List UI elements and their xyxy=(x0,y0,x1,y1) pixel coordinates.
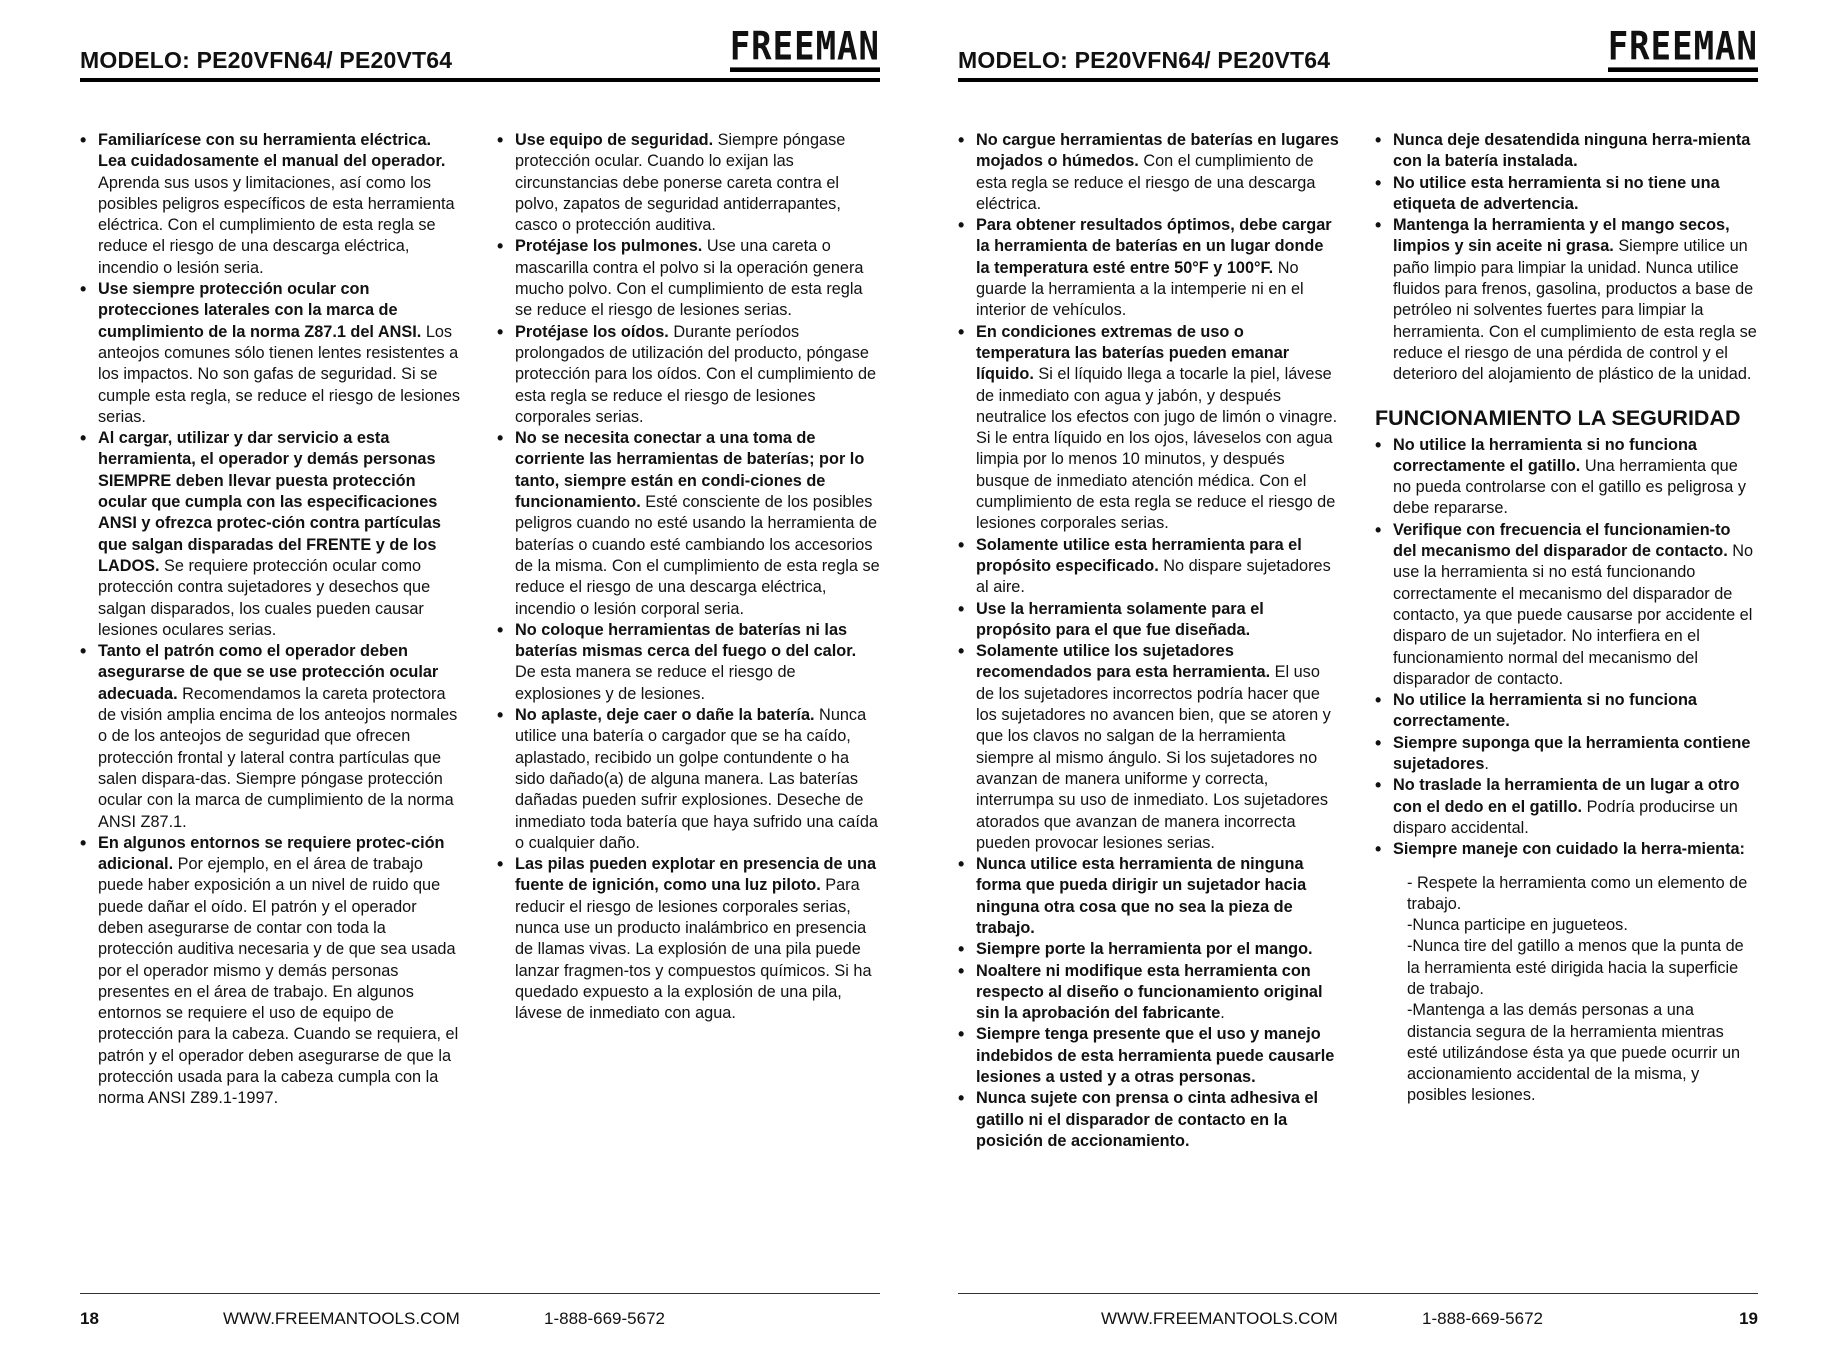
freeman-logo: FREEMAN xyxy=(730,27,880,72)
list-item xyxy=(80,130,463,279)
list-item xyxy=(958,215,1341,321)
item-body: Aprenda sus usos y limitaciones, así como los posibles peligros específicos de esta herramienta eléctrica. Con el cumplimiento de esta regla se reduce el riesgo de una descarga eléctrica, incendio o lesión seria. xyxy=(98,173,455,277)
list-item xyxy=(1375,775,1758,839)
item-heading: Siempre suponga que la herramienta contiene sujetadores xyxy=(1393,733,1751,774)
item-body: Esté consciente de los posibles peligros cuando no esté usando la herramienta de baterías o cuando esté cambiando los accesorios de la misma. Con el cumplimiento de esta regla se reduce el riesgo de una descarga eléctrica, incendio o lesión corporal seria. xyxy=(515,493,880,618)
item-heading: Familiarícese con su herramienta eléctrica. Lea cuidadosamente el manual del operador. xyxy=(98,131,446,171)
column-2 xyxy=(497,130,880,1110)
list-item xyxy=(497,130,880,236)
item-heading: No utilice la herramienta si no funciona correctamente el gatillo. xyxy=(1393,435,1697,475)
list-item xyxy=(1375,130,1758,173)
page-left xyxy=(80,0,880,1362)
item-heading: Noaltere ni modifique esta herramienta con respecto al diseño o funcionamiento original sin la aprobación del fabricante xyxy=(976,961,1323,1023)
item-heading: No se necesita conectar a una toma de corriente las herramientas de baterías; por lo tanto, siempre están en condi-ciones de funcionamiento. xyxy=(515,429,865,512)
safety-list xyxy=(1375,435,1758,861)
list-item xyxy=(958,322,1341,535)
content-columns xyxy=(958,130,1758,1152)
safety-list xyxy=(497,130,880,1024)
item-body: Siempre póngase protección ocular. Cuando lo exijan las circunstancias debe ponerse careta contra el polvo, zapatos de seguridad antiderrapantes, casco o protección auditiva. xyxy=(515,131,846,235)
item-heading: Use siempre protección ocular con protecciones laterales con la marca de cumplimiento de la norma Z87.1 del ANSI. xyxy=(98,280,422,341)
item-heading: Nunca deje desatendida ninguna herra-mienta con la batería instalada. xyxy=(1393,131,1751,171)
item-heading: No coloque herramientas de baterías ni las baterías mismas cerca del fuego o del calor. xyxy=(515,620,857,661)
item-heading: Use equipo de seguridad. xyxy=(515,131,714,149)
item-heading: Solamente utilice esta herramienta para el propósito especificado. xyxy=(976,535,1302,575)
phone-number: 1-888-669-5672 xyxy=(1422,1309,1543,1328)
list-item xyxy=(497,705,880,854)
list-item xyxy=(958,1088,1341,1152)
item-heading: Verifique con frecuencia el funcionamien-to del mecanismo del disparador de contacto. xyxy=(1393,520,1731,561)
item-heading: Solamente utilice los sujetadores recomendados para esta herramienta. xyxy=(976,642,1271,682)
list-item xyxy=(1375,215,1758,385)
item-heading: En condiciones extremas de uso o temperatura las baterías pueden emanar líquido. xyxy=(976,322,1290,384)
list-item xyxy=(1375,690,1758,733)
item-body: Una herramienta que no pueda controlarse con el gatillo es peligrosa y debe repararse. xyxy=(1393,456,1746,518)
safety-list xyxy=(958,130,1341,1152)
list-item xyxy=(1375,839,1758,860)
list-item xyxy=(80,641,463,833)
item-heading: No aplaste, deje caer o dañe la batería. xyxy=(515,706,815,725)
page-header xyxy=(80,23,880,82)
page-header xyxy=(958,23,1758,82)
phone-number: 1-888-669-5672 xyxy=(544,1309,665,1328)
list-item xyxy=(497,620,880,705)
item-body: No dispare sujetadores al aire. xyxy=(976,556,1331,597)
website-url: WWW.FREEMANTOOLS.COM xyxy=(1101,1309,1338,1328)
item-heading: No utilice la herramienta si no funciona correctamente. xyxy=(1393,691,1697,731)
list-item xyxy=(958,961,1341,1025)
list-item xyxy=(958,535,1341,599)
list-item xyxy=(1375,733,1758,776)
section-heading: FUNCIONAMIENTO LA SEGURIDAD xyxy=(1375,405,1741,430)
list-item xyxy=(1375,173,1758,216)
list-item xyxy=(80,833,463,1110)
list-item xyxy=(497,322,880,428)
item-body: Con el cumplimiento de esta regla se reduce el riesgo de una descarga eléctrica. xyxy=(976,152,1316,213)
freeman-logo: FREEMAN xyxy=(1608,27,1758,72)
item-body: Use una careta o mascarilla contra el polvo si la operación genera mucho polvo. Con el cumplimiento de esta regla se reduce el riesgo de lesiones serias. xyxy=(515,237,864,320)
column-4 xyxy=(1375,130,1758,1152)
item-heading: Nunca sujete con prensa o cinta adhesiva el gatillo ni el disparador de contacto en la posición de accionamiento. xyxy=(976,1089,1319,1150)
item-body: Nunca utilice una batería o cargador que se ha caído, aplastado, recibido un golpe contundente o ha sido dañado(a) de alguna manera. Las baterías dañadas pueden sufrir explosiones. Deseche de inmediato toda batería que haya sufrido una caída o cualquier daño. xyxy=(515,706,878,852)
item-body: Siempre utilice un paño limpio para limpiar la unidad. Nunca utilice fluidos para frenos, gasolina, productos a base de petróleo ni solventes fuertes para limpiar la herramienta. Con el cumplimiento de esta regla se reduce el riesgo de una pérdida de control y el deterioro del alojamiento de plástico de la unidad. xyxy=(1393,237,1757,384)
item-heading: No traslade la herramienta de un lugar a otro con el dedo en el gatillo. xyxy=(1393,776,1740,816)
item-body: Los anteojos comunes sólo tienen lentes resistentes a los impactos. No son gafas de seguridad. Si se cumple esta regla, se reduce el riesgo de lesiones serias. xyxy=(98,322,461,426)
model-title: MODELO: PE20VFN64/ PE20VT64 xyxy=(80,47,453,73)
item-body: . xyxy=(1484,755,1489,774)
safety-list xyxy=(1375,130,1758,386)
list-item xyxy=(1375,435,1758,520)
item-heading: Para obtener resultados óptimos, debe cargar la herramienta de baterías en un lugar donde la temperatura esté entre 50°F y 100°F. xyxy=(976,216,1332,277)
list-item xyxy=(958,1024,1341,1088)
item-heading: Al cargar, utilizar y dar servicio a esta herramienta, el operador y demás personas SIEMPRE deben llevar puesta protección ocular que cumpla con las especificaciones ANSI y ofrezca protec-ción contra partículas que salgan disparadas del FRENTE y de los LADOS. xyxy=(98,429,441,575)
list-item xyxy=(958,130,1341,215)
safety-list xyxy=(80,130,463,1110)
page-number: 19 xyxy=(1739,1309,1758,1328)
page-number: 18 xyxy=(80,1309,99,1328)
item-body: . xyxy=(1220,1004,1225,1023)
sub-item: -Nunca tire del gatillo a menos que la punta de la herramienta esté dirigida hacia la superficie de trabajo. xyxy=(1407,937,1744,998)
item-body: No guarde la herramienta a la intemperie ni en el interior de vehículos. xyxy=(976,258,1304,320)
item-body: No use la herramienta si no está funcionando correctamente el mecanismo del disparador de contacto, ya que puede causarse por accidente el disparo de un sujetador. No interfiera en el funcionamiento normal del mecanismo del disparador de contacto. xyxy=(1393,542,1754,688)
sub-item: -Mantenga a las demás personas a una distancia segura de la herramienta mientras esté utilizándose ésta ya que puede ocurrir un accionamiento accidental de la misma, y posibles lesiones. xyxy=(1407,1001,1741,1105)
page-footer xyxy=(958,1293,1758,1334)
list-item xyxy=(497,428,880,620)
item-body: Podría producirse un disparo accidental. xyxy=(1393,797,1738,837)
sub-item: - Respete la herramienta como un elemento de trabajo. xyxy=(1407,873,1748,913)
page-footer xyxy=(80,1293,880,1334)
item-heading: Siempre tenga presente que el uso y manejo indebidos de esta herramienta puede causarle lesiones a usted y a otras personas. xyxy=(976,1025,1335,1087)
item-heading: No cargue herramientas de baterías en lugares mojados o húmedos. xyxy=(976,131,1339,171)
content-columns xyxy=(80,130,880,1110)
item-heading: Mantenga la herramienta y el mango secos, limpios y sin aceite ni grasa. xyxy=(1393,216,1730,256)
item-body: De esta manera se reduce el riesgo de explosiones y de lesiones. xyxy=(515,663,796,703)
list-item xyxy=(1375,520,1758,690)
list-item xyxy=(80,279,463,428)
column-3 xyxy=(958,130,1341,1152)
handling-sublist xyxy=(1407,873,1758,1107)
list-item xyxy=(958,939,1341,960)
item-heading: Nunca utilice esta herramienta de ninguna forma que pueda dirigir un sujetador hacia ninguna otra cosa que no sea la pieza de trabajo. xyxy=(976,855,1307,937)
model-title: MODELO: PE20VFN64/ PE20VT64 xyxy=(958,47,1331,73)
item-body: Para reducir el riesgo de lesiones corporales serias, nunca use un producto inalámbrico en presencia de llamas vivas. La explosión de una pila puede lanzar fragmen-tos y compuestos químicos. Si ha quedado expuesto a la explosión de una pila, lávese de inmediato con agua. xyxy=(515,876,872,1023)
item-heading: Use la herramienta solamente para el propósito para el que fue diseñada. xyxy=(976,599,1264,639)
list-item xyxy=(958,599,1341,642)
item-heading: Protéjase los pulmones. xyxy=(515,237,703,256)
item-heading: Siempre porte la herramienta por el mango. xyxy=(976,940,1313,959)
list-item xyxy=(497,854,880,1024)
item-heading: Las pilas pueden explotar en presencia de una fuente de ignición, como una luz piloto. xyxy=(515,855,877,895)
item-body: El uso de los sujetadores incorrectos podría hacer que los sujetadores no avancen bien, que se atoren y que los clavos no salgan de la herramienta siempre al mismo ángulo. Si los sujetadores no avanzan de manera uniforme y correcta, interrumpa su uso de inmediato. Los sujetadores atorados que avanzan de manera incorrecta pueden provocar lesiones serias. xyxy=(976,663,1331,852)
item-body: Por ejemplo, en el área de trabajo puede haber exposición a un nivel de ruido que puede dañar el oído. El patrón y el operador deben asegurarse de contar con toda la protección auditiva necesaria y de que sea usada por el operador mismo y demás personas presentes en el área de trabajo. En algunos entornos se requiere el uso de equipo de protección para la cabeza. Cuando se requiera, el patrón y el operador deben asegurarse de que la protección usada para la cabeza cumpla con la norma ANSI Z89.1-1997. xyxy=(98,855,459,1108)
item-heading: No utilice esta herramienta si no tiene una etiqueta de advertencia. xyxy=(1393,173,1720,213)
item-body: Durante períodos prolongados de utilización del producto, póngase protección para los oídos. Con el cumplimiento de esta regla se reduce el riesgo de lesiones corporales serias. xyxy=(515,322,877,426)
item-heading: Siempre maneje con cuidado la herra-mienta: xyxy=(1393,840,1745,859)
page-right xyxy=(958,0,1758,1362)
item-body: Recomendamos la careta protectora de visión amplia encima de los anteojos normales o de los anteojos de seguridad que ofrecen protección frontal y lateral contra partículas que salen dispara-das. Siempre póngase protección ocular con la marca de cumplimiento de la norma ANSI Z87.1. xyxy=(98,684,458,831)
column-1 xyxy=(80,130,463,1110)
list-item xyxy=(497,236,880,321)
item-heading: En algunos entornos se requiere protec-ción adicional. xyxy=(98,833,445,874)
item-body: Si el líquido llega a tocarle la piel, lávese de inmediato con agua y jabón, y después neutralice los efectos con jugo de limón o vinagre. Si le entra líquido en los ojos, láveselos con agua limpia por lo menos 10 minutos, y después busque de inmediato atención médica. Con el cumplimiento de esta regla se reduce el riesgo de lesiones corporales serias. xyxy=(976,365,1338,533)
list-item xyxy=(80,428,463,641)
sub-item: -Nunca participe en jugueteos. xyxy=(1407,916,1628,935)
item-heading: Tanto el patrón como el operador deben asegurarse de que se use protección ocular adecuada. xyxy=(98,642,439,703)
list-item xyxy=(958,641,1341,854)
item-heading: Protéjase los oídos. xyxy=(515,322,669,341)
list-item xyxy=(958,854,1341,939)
item-body: Se requiere protección ocular como protección contra sujetadores y desechos que salgan disparados, los cuales pueden causar lesiones oculares serias. xyxy=(98,556,431,639)
website-url: WWW.FREEMANTOOLS.COM xyxy=(223,1309,460,1328)
